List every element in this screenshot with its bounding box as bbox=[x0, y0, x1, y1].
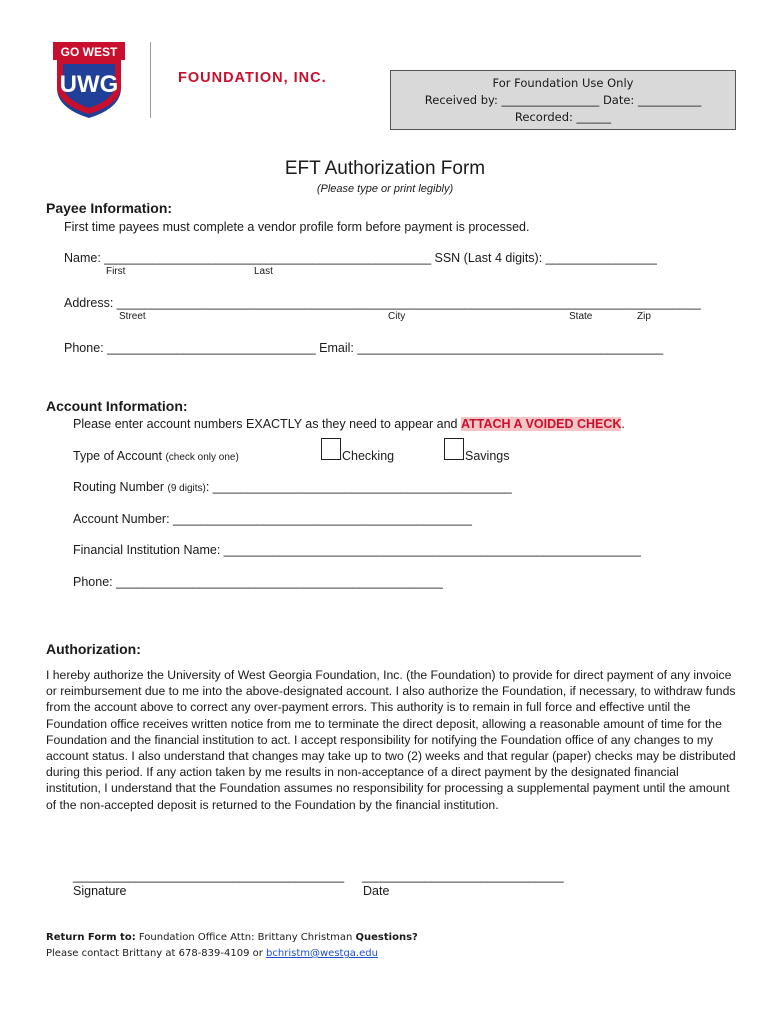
checking-label: Checking bbox=[342, 449, 395, 463]
signature-label: Signature bbox=[73, 884, 127, 898]
authorization-text: I hereby authorize the University of West Georgia Foundation, Inc. (the Foundation) to provide for direct payment of any invoice or reimbursement due to me into the above-designated account. I also authorize the Foundation, if necessary, to withdraw funds from the account above to correct any over-payment errors. This authority is to remain in full force and effective until the Foundation office receives written notice from me to terminate the direct deposit, allowing a reasonable amount of time for the Foundation and the financial institution to act. I accept responsibility for notifying the Foundation office of any changes to my account status. I also understand that changes may take up to two (2) weeks and that regular (paper) checks may be distributed during this period. If any action taken by me results in non-acceptance of a direct payment by the designated financial institution, I understand that the Foundation assumes no responsibility for processing a supplemental payment until the amount of the non-accepted deposit is returned to the Foundation by the financial institution. bbox=[46, 668, 736, 812]
return-label: Return Form to: bbox=[46, 932, 136, 943]
email-link[interactable]: bchristm@westga.edu bbox=[266, 948, 378, 959]
signature-line[interactable]: _______________________________________ bbox=[73, 869, 345, 883]
zip-label: Zip bbox=[637, 311, 651, 322]
use-box-received[interactable]: Received by: _________________ Date: ___________ bbox=[424, 93, 702, 107]
logo-main-text: UWG bbox=[59, 71, 119, 98]
savings-checkbox[interactable] bbox=[444, 438, 464, 460]
institution-phone-field[interactable]: Phone: _______________________________________________ bbox=[73, 575, 443, 589]
last-name-label: Last bbox=[254, 266, 273, 277]
return-instructions bbox=[46, 932, 418, 943]
account-number-field[interactable]: Account Number: ___________________________________________ bbox=[73, 512, 472, 526]
use-box-title: For Foundation Use Only bbox=[492, 76, 634, 90]
account-type-hint: (check only one) bbox=[165, 452, 239, 463]
checking-checkbox[interactable] bbox=[321, 438, 341, 460]
instruction-period: . bbox=[621, 417, 625, 431]
date-line[interactable]: _____________________________ bbox=[362, 869, 564, 883]
routing-line[interactable]: : ___________________________________________ bbox=[205, 480, 512, 494]
return-text: Foundation Office Attn: Brittany Christman bbox=[135, 932, 356, 943]
address-field[interactable]: Address: ____________________________________________________________________________________ bbox=[64, 296, 701, 310]
routing-number-field[interactable] bbox=[73, 480, 512, 494]
street-label: Street bbox=[119, 311, 146, 322]
institution-name-field[interactable]: Financial Institution Name: ____________________________________________________________ bbox=[73, 543, 641, 557]
foundation-use-box bbox=[390, 70, 736, 130]
name-ssn-field[interactable]: Name: _______________________________________________ SSN (Last 4 digits): ________________ bbox=[64, 251, 657, 265]
contact-text: Please contact Brittany at 678-839-4109 or bbox=[46, 948, 267, 959]
contact-info bbox=[46, 948, 378, 959]
account-heading: Account Information: bbox=[46, 398, 188, 414]
form-title: EFT Authorization Form bbox=[284, 158, 486, 179]
state-label: State bbox=[569, 311, 593, 322]
logo-top-text: GO WEST bbox=[60, 45, 118, 59]
authorization-heading: Authorization: bbox=[46, 641, 141, 657]
uwg-logo bbox=[53, 42, 125, 120]
phone-email-field[interactable]: Phone: ______________________________ Email: ____________________________________________ bbox=[64, 341, 664, 355]
instruction-text: Please enter account numbers EXACTLY as they need to appear and bbox=[73, 417, 458, 431]
savings-label: Savings bbox=[465, 449, 510, 463]
routing-hint: (9 digits) bbox=[167, 483, 206, 494]
first-name-label: First bbox=[106, 266, 126, 277]
payee-note: First time payees must complete a vendor profile form before payment is processed. bbox=[64, 220, 530, 234]
date-label: Date bbox=[363, 884, 390, 898]
use-box-recorded[interactable]: Recorded: ______ bbox=[514, 110, 612, 124]
org-name: FOUNDATION, INC. bbox=[178, 70, 327, 86]
account-type-text: Type of Account bbox=[73, 449, 162, 463]
account-instruction bbox=[73, 417, 625, 431]
city-label: City bbox=[388, 311, 406, 322]
attach-check-highlight: ATTACH A VOIDED CHECK bbox=[461, 417, 622, 431]
payee-heading: Payee Information: bbox=[46, 200, 173, 216]
form-subtitle: (Please type or print legibly) bbox=[316, 183, 454, 195]
account-type-label bbox=[73, 449, 239, 463]
header-divider bbox=[150, 42, 151, 118]
routing-label: Routing Number bbox=[73, 480, 165, 494]
questions-label: Questions? bbox=[355, 932, 418, 943]
